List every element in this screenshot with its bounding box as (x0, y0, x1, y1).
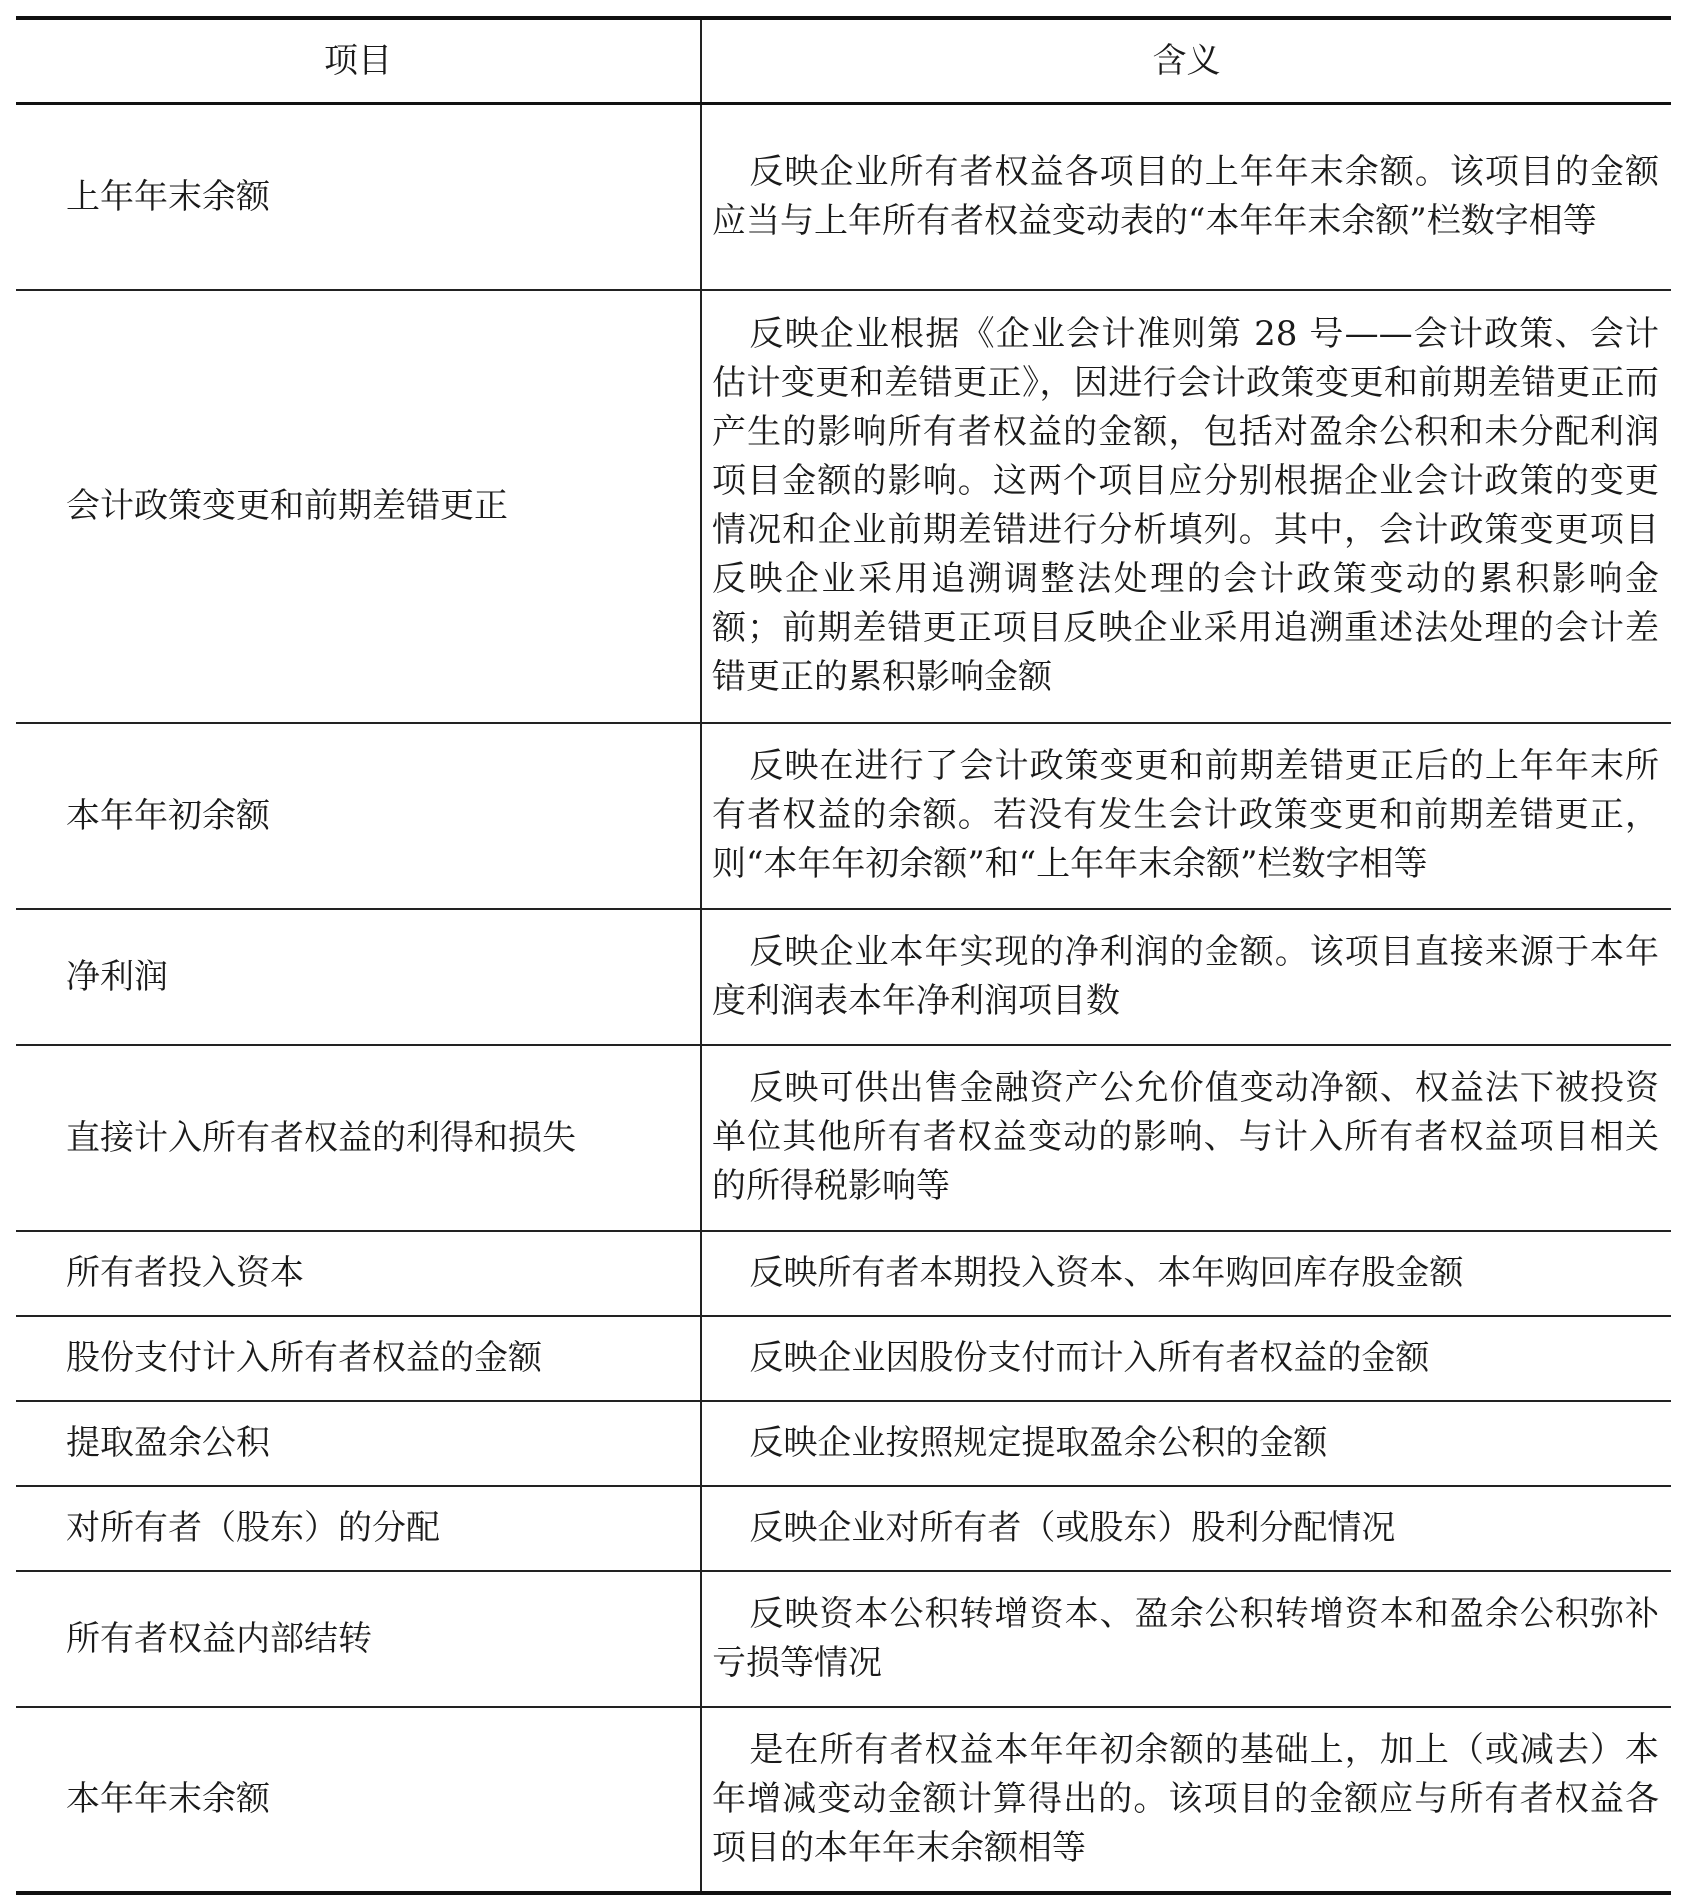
meaning-cell: 反映在进行了会计政策变更和前期差错更正后的上年年末所有者权益的余额。若没有发生会计政策变更和前期差错更正，则“本年年初余额”和“上年年末余额”栏数字相等 (701, 723, 1671, 909)
table-row (16, 1707, 1671, 1893)
item-cell: 本年年初余额 (16, 723, 701, 909)
meaning-cell: 反映企业按照规定提取盈余公积的金额 (701, 1401, 1671, 1486)
table-row (16, 909, 1671, 1045)
meaning-cell: 反映所有者本期投入资本、本年购回库存股金额 (701, 1231, 1671, 1316)
table-row (16, 1045, 1671, 1231)
item-cell: 提取盈余公积 (16, 1401, 701, 1486)
table-row (16, 104, 1671, 290)
item-cell: 股份支付计入所有者权益的金额 (16, 1316, 701, 1401)
table-row (16, 723, 1671, 909)
table-row (16, 1231, 1671, 1316)
meaning-cell: 反映资本公积转增资本、盈余公积转增资本和盈余公积弥补亏损等情况 (701, 1571, 1671, 1707)
meaning-cell: 反映企业所有者权益各项目的上年年末余额。该项目的金额应当与上年所有者权益变动表的“本年年末余额”栏数字相等 (701, 104, 1671, 290)
table-row (16, 1316, 1671, 1401)
table-header-row (16, 18, 1671, 104)
meaning-cell: 反映企业本年实现的净利润的金额。该项目直接来源于本年度利润表本年净利润项目数 (701, 909, 1671, 1045)
meaning-cell: 反映可供出售金融资产公允价值变动净额、权益法下被投资单位其他所有者权益变动的影响、与计入所有者权益项目相关的所得税影响等 (701, 1045, 1671, 1231)
header-item: 项目 (16, 18, 701, 104)
table-row (16, 290, 1671, 723)
table-row (16, 1486, 1671, 1571)
meaning-cell: 反映企业对所有者（或股东）股利分配情况 (701, 1486, 1671, 1571)
equity-items-table (16, 16, 1671, 1895)
item-cell: 上年年末余额 (16, 104, 701, 290)
item-cell: 对所有者（股东）的分配 (16, 1486, 701, 1571)
table-row (16, 1571, 1671, 1707)
meaning-cell: 是在所有者权益本年年初余额的基础上，加上（或减去）本年增减变动金额计算得出的。该项目的金额应与所有者权益各项目的本年年末余额相等 (701, 1707, 1671, 1893)
item-cell: 净利润 (16, 909, 701, 1045)
table-row (16, 1401, 1671, 1486)
item-cell: 会计政策变更和前期差错更正 (16, 290, 701, 723)
item-cell: 所有者投入资本 (16, 1231, 701, 1316)
item-cell: 本年年末余额 (16, 1707, 701, 1893)
meaning-cell: 反映企业根据《企业会计准则第 28 号——会计政策、会计估计变更和差错更正》，因进行会计政策变更和前期差错更正而产生的影响所有者权益的金额，包括对盈余公积和未分配利润项目金额的影响。这两个项目应分别根据企业会计政策的变更情况和企业前期差错进行分析填列。其中，会计政策变更项目反映企业采用追溯调整法处理的会计政策变动的累积影响金额；前期差错更正项目反映企业采用追溯重述法处理的会计差错更正的累积影响金额 (701, 290, 1671, 723)
header-meaning: 含义 (701, 18, 1671, 104)
item-cell: 直接计入所有者权益的利得和损失 (16, 1045, 701, 1231)
meaning-cell: 反映企业因股份支付而计入所有者权益的金额 (701, 1316, 1671, 1401)
item-cell: 所有者权益内部结转 (16, 1571, 701, 1707)
